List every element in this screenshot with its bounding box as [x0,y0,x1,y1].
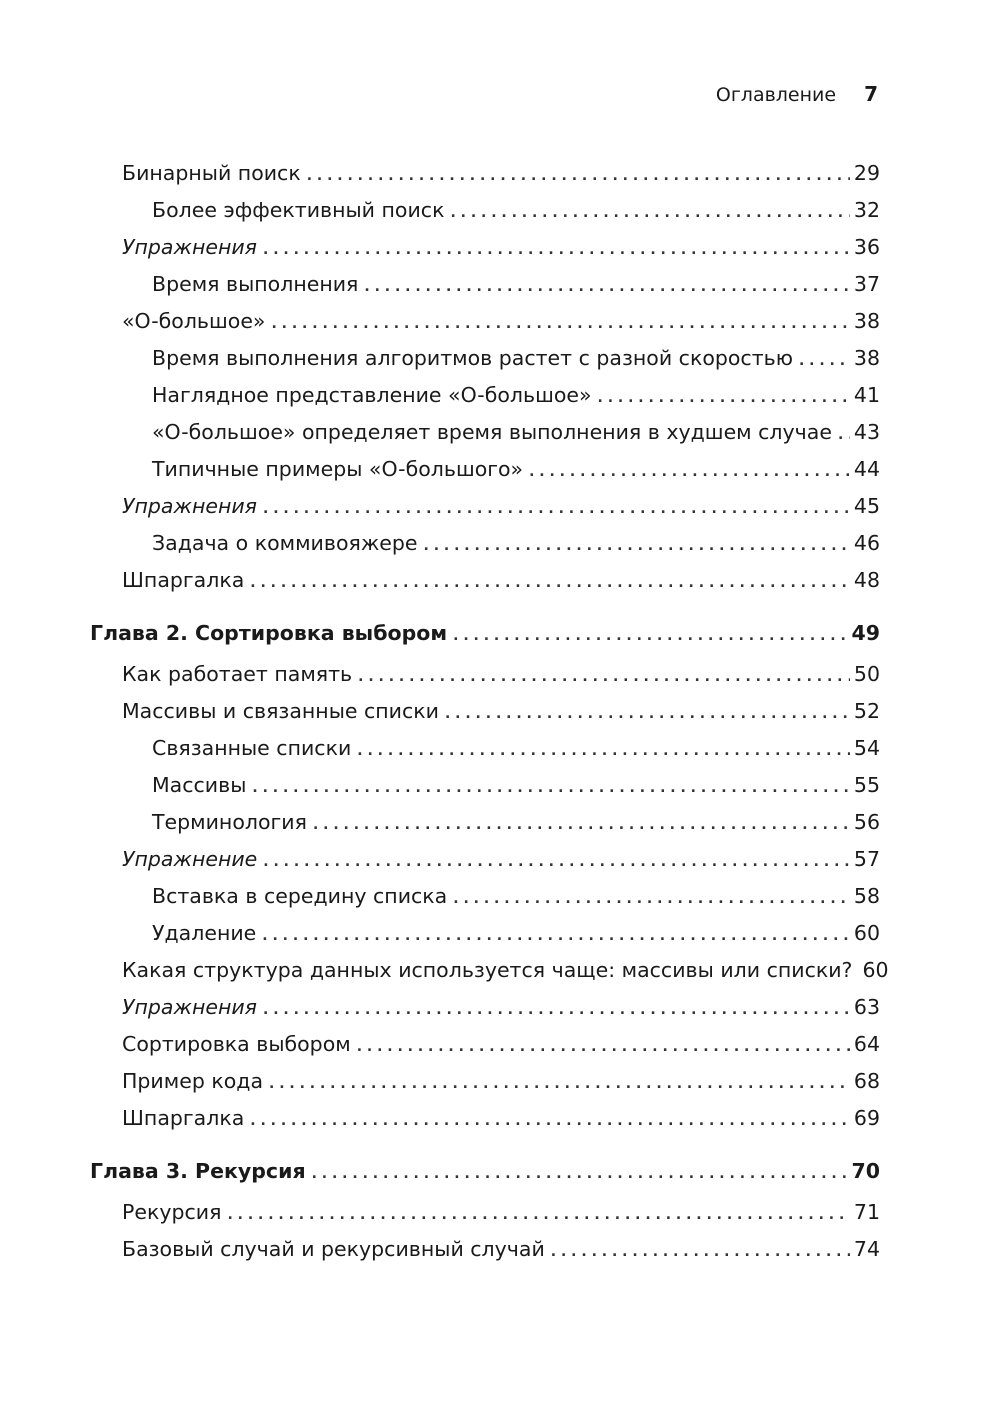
toc-entry-page: 48 [853,568,880,592]
toc-entry-title: Задача о коммивояжере [152,531,418,555]
dot-leader [529,451,850,491]
toc-entry-title: Удаление [152,921,257,945]
dot-leader [250,562,850,602]
toc-entry-page: 56 [853,810,880,834]
toc-entry [90,841,880,878]
toc-entry [90,488,880,525]
toc-entry-page: 38 [853,346,880,370]
toc-entry-page: 32 [853,198,880,222]
toc-entry-title: Наглядное представление «O-большое» [152,383,592,407]
toc-entry [90,693,880,730]
dot-leader [424,525,850,565]
toc-entry [90,266,880,303]
toc-entry [90,155,880,192]
toc-entry-title: Массивы и связанные списки [122,699,439,723]
toc-entry [90,303,880,340]
dot-leader [271,303,849,343]
toc-entry [90,340,880,377]
toc-entry-page: 44 [853,457,880,481]
dot-leader [252,767,850,807]
toc-entry-title: Базовый случай и рекурсивный случай [122,1237,545,1261]
toc-entry-page: 38 [853,309,880,333]
toc-entry [90,451,880,488]
toc-entry-page: 46 [853,531,880,555]
toc-entry-page: 29 [853,161,880,185]
dot-leader [799,340,850,380]
toc-entry-page: 41 [853,383,880,407]
toc-entry-title: Упражнения [122,494,258,518]
dot-leader [357,1026,850,1066]
toc-entry [90,1063,880,1100]
table-of-contents [90,155,889,1268]
toc-entry-title: «O-большое» определяет время выполнения в худшем случае [152,420,832,444]
dot-leader [445,693,850,733]
toc-entry-page: 71 [853,1200,880,1224]
toc-chapter-title: Глава 3. Рекурсия [90,1159,306,1183]
toc-entry-page: 43 [853,420,880,444]
toc-entry-page: 57 [853,847,880,871]
toc-entry [90,952,889,989]
toc-entry [90,377,880,414]
toc-entry [90,525,880,562]
toc-entry-title: Бинарный поиск [122,161,301,185]
toc-entry-page: 64 [853,1032,880,1056]
toc-entry [90,229,880,266]
toc-entry-title: Как работает память [122,662,353,686]
dot-leader [269,1063,850,1103]
toc-entry-page: 54 [853,736,880,760]
dot-leader [307,155,850,195]
toc-entry [90,192,880,229]
dot-leader [357,730,850,770]
dot-leader [263,229,850,269]
dot-leader [598,377,850,417]
toc-entry-title: Сортировка выбором [122,1032,351,1056]
toc-entry-page: 74 [853,1237,880,1261]
toc-entry [90,1231,880,1268]
toc-entry-page: 50 [853,662,880,686]
toc-entry-page: 55 [853,773,880,797]
toc-entry [90,1194,880,1231]
toc-entry [90,1026,880,1063]
toc-entry-page: 63 [853,995,880,1019]
dot-leader [551,1231,850,1271]
toc-entry-title: Упражнения [122,235,258,259]
toc-entry-page: 58 [853,884,880,908]
toc-entry-title: Вставка в середину списка [152,884,448,908]
toc-entry [90,878,880,915]
toc-entry-title: Терминология [152,810,307,834]
toc-entry-title: Рекурсия [122,1200,222,1224]
toc-entry-title: Время выполнения [152,272,359,296]
section-title: Оглавление [715,84,837,106]
dot-leader [263,989,850,1029]
toc-entry [90,1100,880,1137]
dot-leader [453,615,847,655]
dot-leader [263,841,850,881]
toc-entry-page: 36 [853,235,880,259]
toc-entry-title: Типичные примеры «O-большого» [152,457,524,481]
toc-chapter-page: 49 [851,621,880,645]
page-number: 7 [864,82,878,106]
toc-chapter [90,1153,880,1190]
dot-leader [450,192,849,232]
toc-entry-page: 69 [853,1106,880,1130]
toc-entry [90,915,880,952]
dot-leader [838,414,850,454]
toc-entry-title: Упражнения [122,995,258,1019]
toc-chapter-page: 70 [851,1159,880,1183]
toc-entry [90,730,880,767]
toc-entry [90,989,880,1026]
toc-entry [90,656,880,693]
dot-leader [227,1194,849,1234]
dot-leader [262,915,850,955]
toc-entry-page: 60 [862,958,889,982]
toc-entry [90,562,880,599]
toc-chapter [90,615,880,652]
toc-entry-page: 68 [853,1069,880,1093]
toc-entry-title: «O-большое» [122,309,266,333]
toc-entry-title: Пример кода [122,1069,264,1093]
toc-entry-title: Шпаргалка [122,1106,245,1130]
toc-entry-title: Упражнение [122,847,258,871]
toc-entry [90,767,880,804]
toc-entry-title: Более эффективный поиск [152,198,445,222]
toc-chapter-title: Глава 2. Сортировка выбором [90,621,448,645]
toc-entry-page: 52 [853,699,880,723]
toc-entry [90,804,880,841]
toc-entry-page: 60 [853,921,880,945]
toc-entry-title: Какая структура данных используется чаще: массивы или списки? [122,958,853,982]
dot-leader [313,804,850,844]
toc-entry-title: Массивы [152,773,247,797]
dot-leader [312,1153,848,1193]
toc-entry-page: 45 [853,494,880,518]
toc-entry-title: Время выполнения алгоритмов растет с разной скоростью [152,346,793,370]
dot-leader [364,266,850,306]
dot-leader [358,656,850,696]
dot-leader [453,878,850,918]
running-head [716,82,878,106]
dot-leader [250,1100,850,1140]
toc-entry [90,414,880,451]
toc-entry-page: 37 [853,272,880,296]
dot-leader [263,488,850,528]
toc-entry-title: Связанные списки [152,736,352,760]
toc-entry-title: Шпаргалка [122,568,245,592]
